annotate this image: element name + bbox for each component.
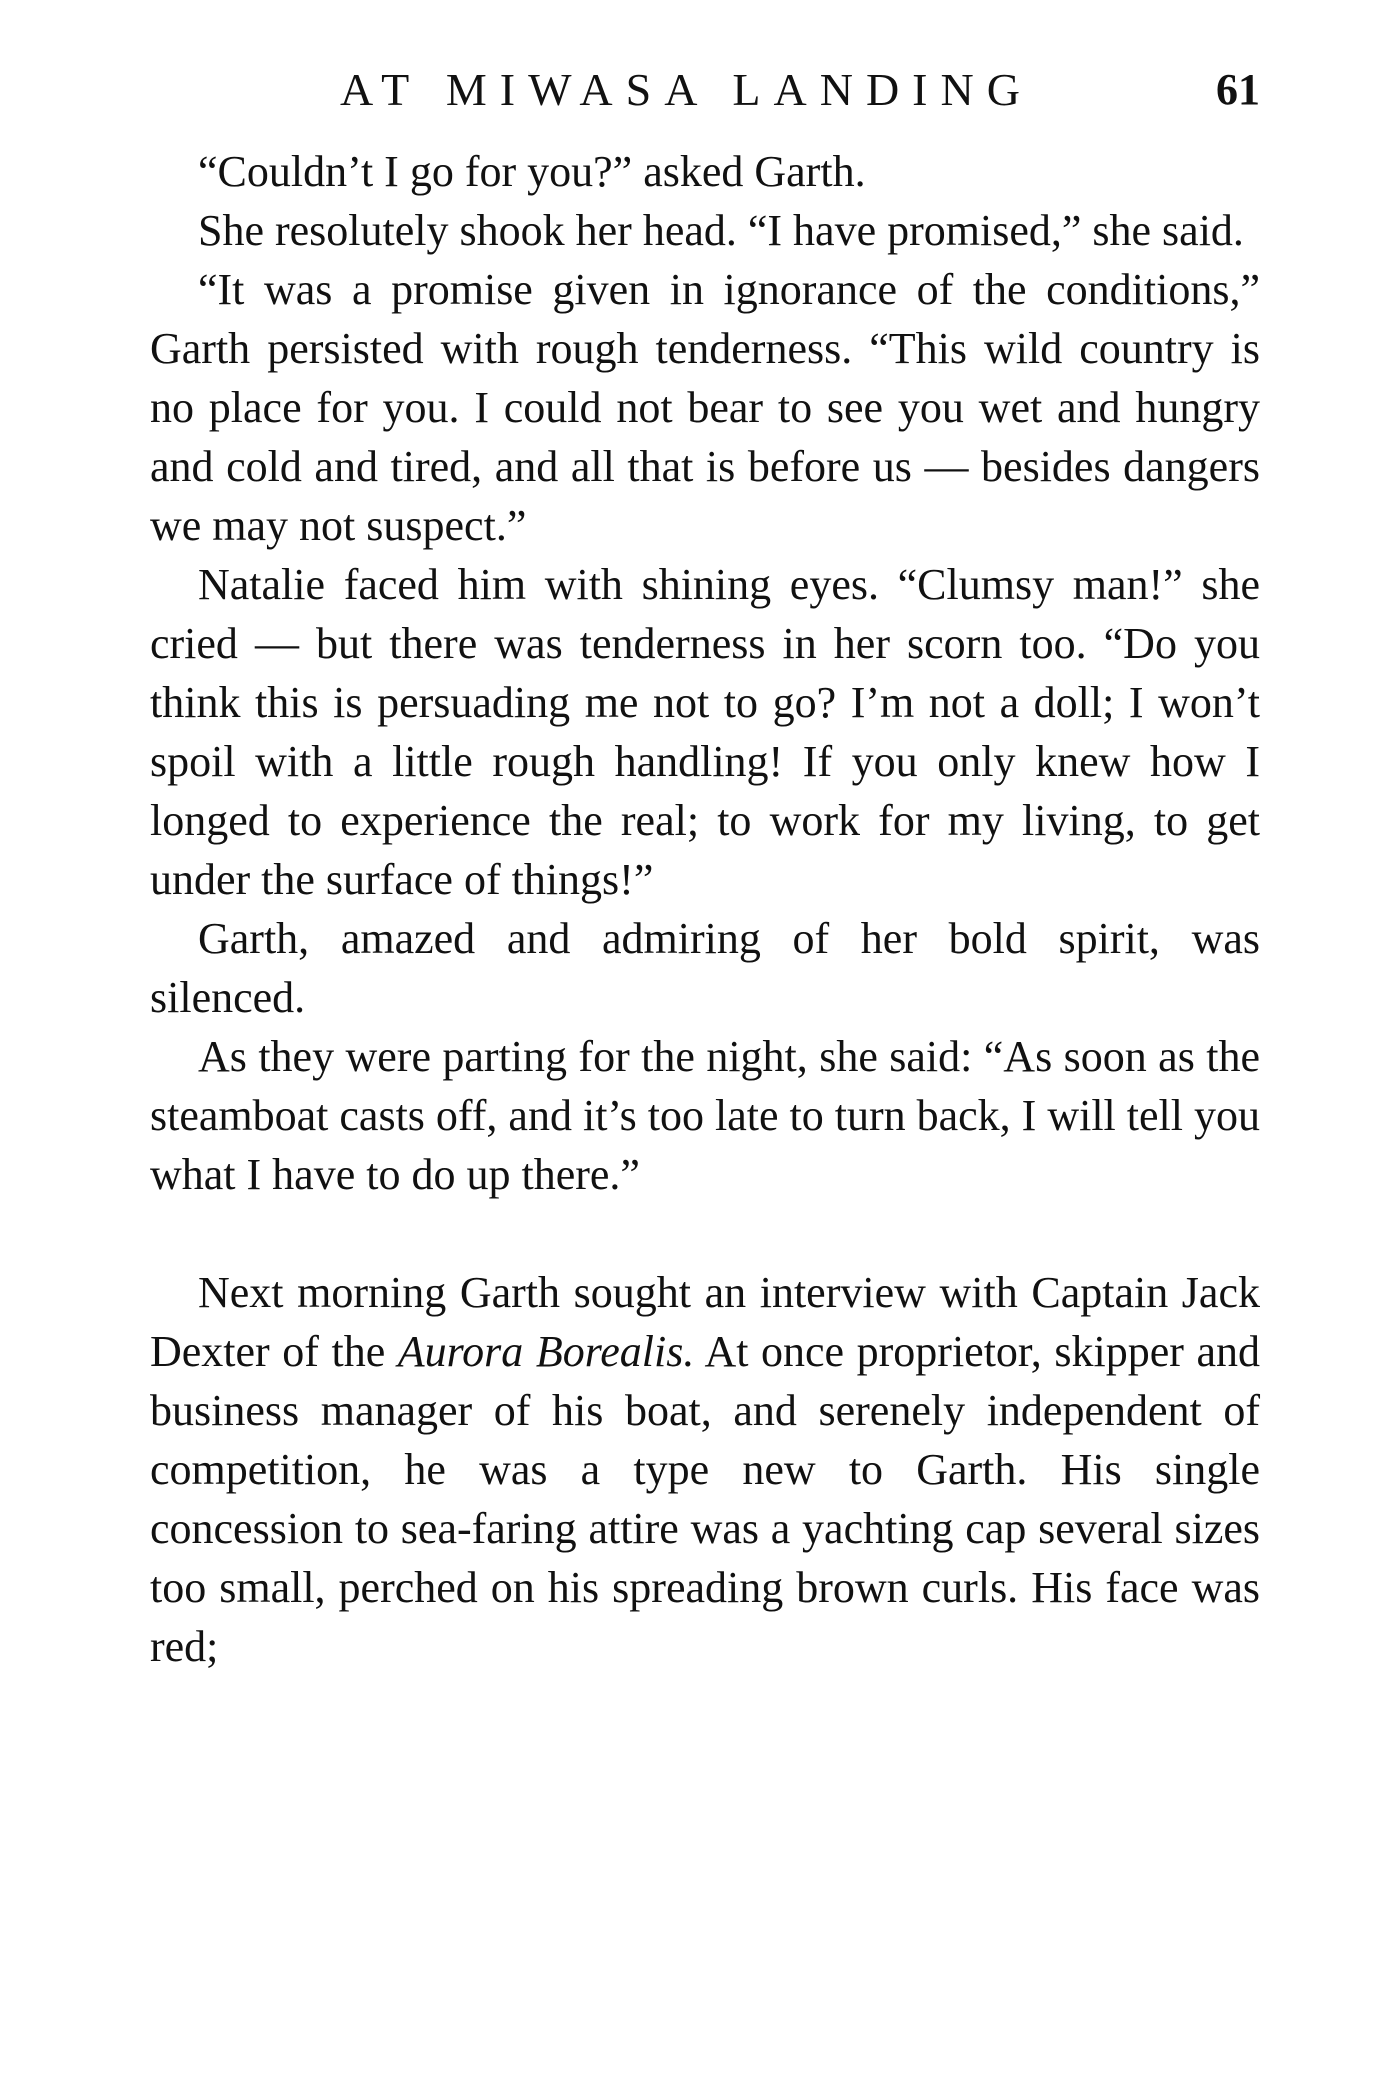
paragraph-section-break <box>150 1263 1260 1676</box>
ship-name: Aurora Borealis. <box>397 1327 695 1376</box>
paragraph: “Couldn’t I go for you?” asked Garth. <box>198 147 866 196</box>
body-text <box>150 142 1260 1676</box>
page-header <box>150 60 1260 120</box>
paragraph: Garth, amazed and admiring of her bold spirit, was silenced. <box>150 914 1260 1022</box>
paragraph: Natalie faced him with shining eyes. “Clumsy man!” she cried — but there was tenderness in her scorn too. “Do you think this is persuading me not to go? I’m not a doll; I won’t spoil with a little rough handling! If you only knew how I longed to experience the real; to work for my living, to get under the surface of things!” <box>150 560 1260 904</box>
paragraph: As they were parting for the night, she said: “As soon as the steamboat casts off, and it’s too late to turn back, I will tell you what I have to do up there.” <box>150 1032 1260 1199</box>
paragraph-text: Next morning Garth sought an interview with Captain Jack Dexter of the <box>150 1268 1260 1376</box>
running-head: AT MIWASA LANDING <box>340 64 1033 115</box>
page-number: 61 <box>1216 65 1260 114</box>
paragraph: “It was a promise given in ignorance of the conditions,” Garth persisted with rough tenderness. “This wild country is no place for you. I could not bear to see you wet and hungry and cold and tired, and all that is before us — besides dangers we may not suspect.” <box>150 265 1260 550</box>
paragraph-text: At once proprietor, skipper and business manager of his boat, and serenely independent of competition, he was a type new to Garth. His single concession to sea-faring attire was a yachting cap several sizes too small, perched on his spreading brown curls. His face was red; <box>150 1327 1260 1671</box>
paragraph: She resolutely shook her head. “I have promised,” she said. <box>198 206 1244 255</box>
